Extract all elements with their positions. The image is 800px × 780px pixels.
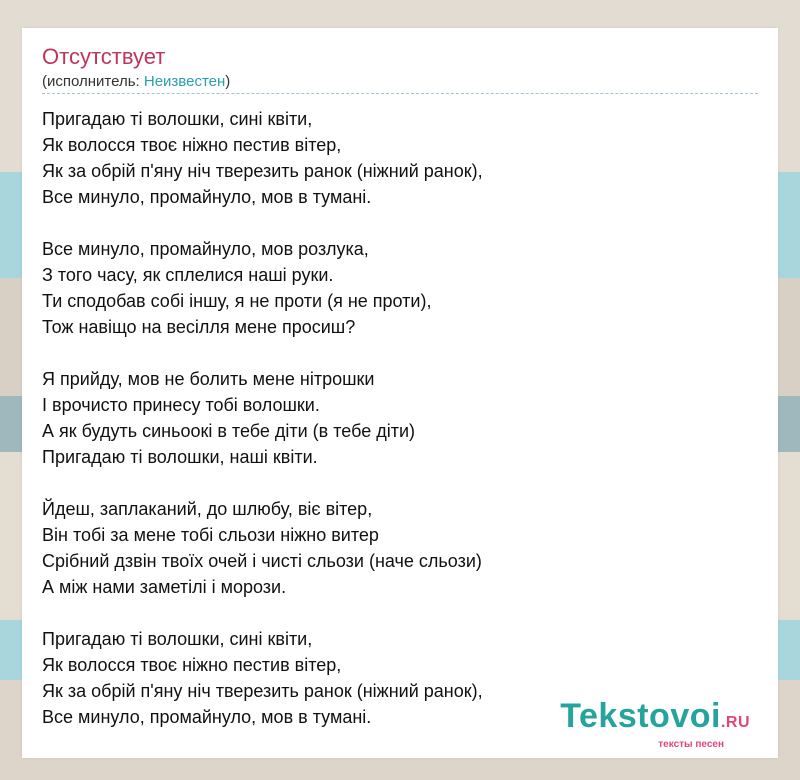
lyric-line: З того часу, як сплелися наші руки. [42, 265, 334, 285]
lyrics-card [22, 28, 778, 758]
logo-tagline: тексты песен [658, 739, 724, 750]
lyric-line: Все минуло, промайнуло, мов розлука, [42, 239, 369, 259]
lyric-line: Все минуло, промайнуло, мов в тумані. [42, 707, 372, 727]
song-title: Отсутствует [42, 44, 166, 69]
lyric-line: І врочисто принесу тобі волошки. [42, 395, 320, 415]
logo-name: Tekstovoi [560, 697, 721, 735]
lyrics-stanza [42, 496, 758, 600]
lyric-line: Як волосся твоє ніжно пестив вітер, [42, 135, 342, 155]
lyric-line: Все минуло, промайнуло, мов в тумані. [42, 187, 372, 207]
lyric-line: А як будуть синьоокі в тебе діти (в тебе діти) [42, 421, 415, 441]
site-logo[interactable] [560, 698, 750, 750]
lyric-line: Як волосся твоє ніжно пестив вітер, [42, 655, 342, 675]
artist-line [42, 73, 230, 90]
lyrics-body [42, 106, 758, 756]
lyric-line: Срібний дзвін твоїх очей і чисті сльози (наче сльози) [42, 551, 482, 571]
lyric-line: Пригадаю ті волошки, сині квіти, [42, 109, 313, 129]
logo-wordmark [560, 698, 750, 741]
lyric-line: Як за обрій п'яну ніч тверезить ранок (ніжний ранок), [42, 161, 483, 181]
lyric-line: Він тобі за мене тобі сльози ніжно витер [42, 525, 379, 545]
artist-link[interactable]: Неизвестен [143, 73, 226, 90]
divider [42, 93, 758, 94]
lyric-line: Тож навіщо на весілля мене просиш? [42, 317, 356, 337]
lyric-line: Я прийду, мов не болить мене нітрошки [42, 369, 375, 389]
lyric-line: Йдеш, заплаканий, до шлюбу, віє вітер, [42, 499, 373, 519]
lyric-line: Ти сподобав собі іншу, я не проти (я не проти), [42, 291, 432, 311]
lyrics-stanza [42, 106, 758, 210]
logo-tld: .RU [720, 714, 750, 731]
lyric-line: Як за обрій п'яну ніч тверезить ранок (ніжний ранок), [42, 681, 483, 701]
lyrics-stanza [42, 366, 758, 470]
lyric-line: Пригадаю ті волошки, наші квіти. [42, 447, 318, 467]
lyrics-stanza [42, 236, 758, 340]
lyric-line: А між нами заметілі і морози. [42, 577, 287, 597]
lyric-line: Пригадаю ті волошки, сині квіти, [42, 629, 313, 649]
artist-prefix: (исполнитель: [42, 73, 144, 90]
artist-suffix: ) [225, 73, 231, 90]
